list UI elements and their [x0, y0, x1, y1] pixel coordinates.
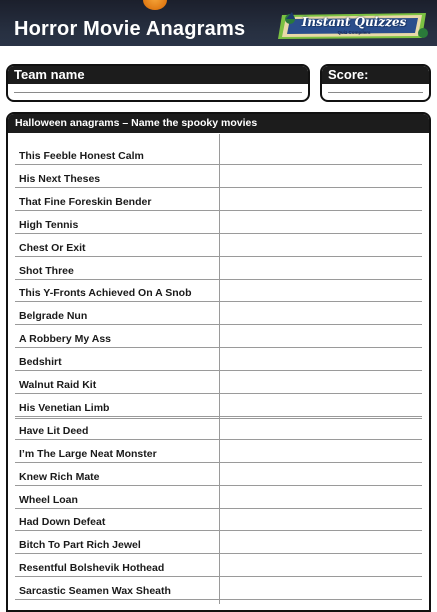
clue-row — [8, 577, 429, 600]
clue-row — [8, 257, 429, 280]
clue-text: Shot Three — [19, 264, 74, 277]
clue-text: Bedshirt — [19, 356, 62, 369]
clue-row — [8, 142, 429, 165]
clue-text: Bitch To Part Rich Jewel — [19, 539, 141, 552]
answer-line[interactable] — [15, 599, 422, 600]
clue-text: His Venetian Limb — [19, 401, 110, 414]
clue-row — [8, 531, 429, 554]
quiz-panel — [6, 112, 431, 612]
score-label: Score: — [322, 66, 429, 84]
clue-row — [8, 234, 429, 257]
clue-text: Chest Or Exit — [19, 241, 86, 254]
clue-text: Knew Rich Mate — [19, 470, 100, 483]
clue-text: This Feeble Honest Calm — [19, 150, 144, 162]
clue-text: Wheel Loan — [19, 493, 78, 506]
clue-row — [8, 486, 429, 509]
clue-row — [8, 211, 429, 234]
clue-text: Had Down Defeat — [19, 516, 106, 529]
clue-row — [8, 463, 429, 486]
clue-row — [8, 371, 429, 394]
clue-text: Belgrade Nun — [19, 310, 88, 323]
clue-row — [8, 440, 429, 463]
clue-row — [8, 188, 429, 211]
clue-text: This Y-Fronts Achieved On A Snob — [19, 287, 192, 300]
clue-row — [8, 348, 429, 371]
quiz-heading: Halloween anagrams – Name the spooky movies — [8, 114, 429, 133]
clue-text: Have Lit Deed — [19, 424, 89, 437]
clue-text: His Next Theses — [19, 172, 101, 185]
score-box — [320, 64, 431, 102]
clue-row — [8, 508, 429, 531]
clue-row — [8, 325, 429, 348]
instant-quizzes-logo — [276, 11, 432, 41]
clue-row — [8, 394, 429, 417]
clue-row — [8, 279, 429, 302]
pumpkin-icon — [143, 0, 167, 10]
score-field[interactable] — [328, 92, 423, 93]
team-name-label: Team name — [8, 66, 308, 84]
logo-text: Instant Quizzes — [301, 15, 407, 29]
clue-row — [8, 554, 429, 577]
clue-text: Resentful Bolshevik Hothead — [19, 562, 165, 575]
page-title: Horror Movie Anagrams — [14, 18, 246, 40]
clue-row — [8, 417, 429, 440]
clue-row — [8, 302, 429, 325]
page-header — [0, 0, 437, 46]
clue-text: A Robbery My Ass — [19, 333, 111, 346]
team-name-box — [6, 64, 310, 102]
team-name-field[interactable] — [14, 92, 302, 93]
clue-text: Sarcastic Seamen Wax Sheath — [19, 585, 171, 598]
clue-text: Walnut Raid Kit — [19, 379, 97, 391]
clue-text: High Tennis — [19, 218, 79, 231]
clue-text: I’m The Large Neat Monster — [19, 447, 157, 460]
logo-subtext: Quiz Compilers — [337, 30, 371, 35]
clue-text: That Fine Foreskin Bender — [19, 195, 152, 208]
clue-row — [8, 165, 429, 188]
